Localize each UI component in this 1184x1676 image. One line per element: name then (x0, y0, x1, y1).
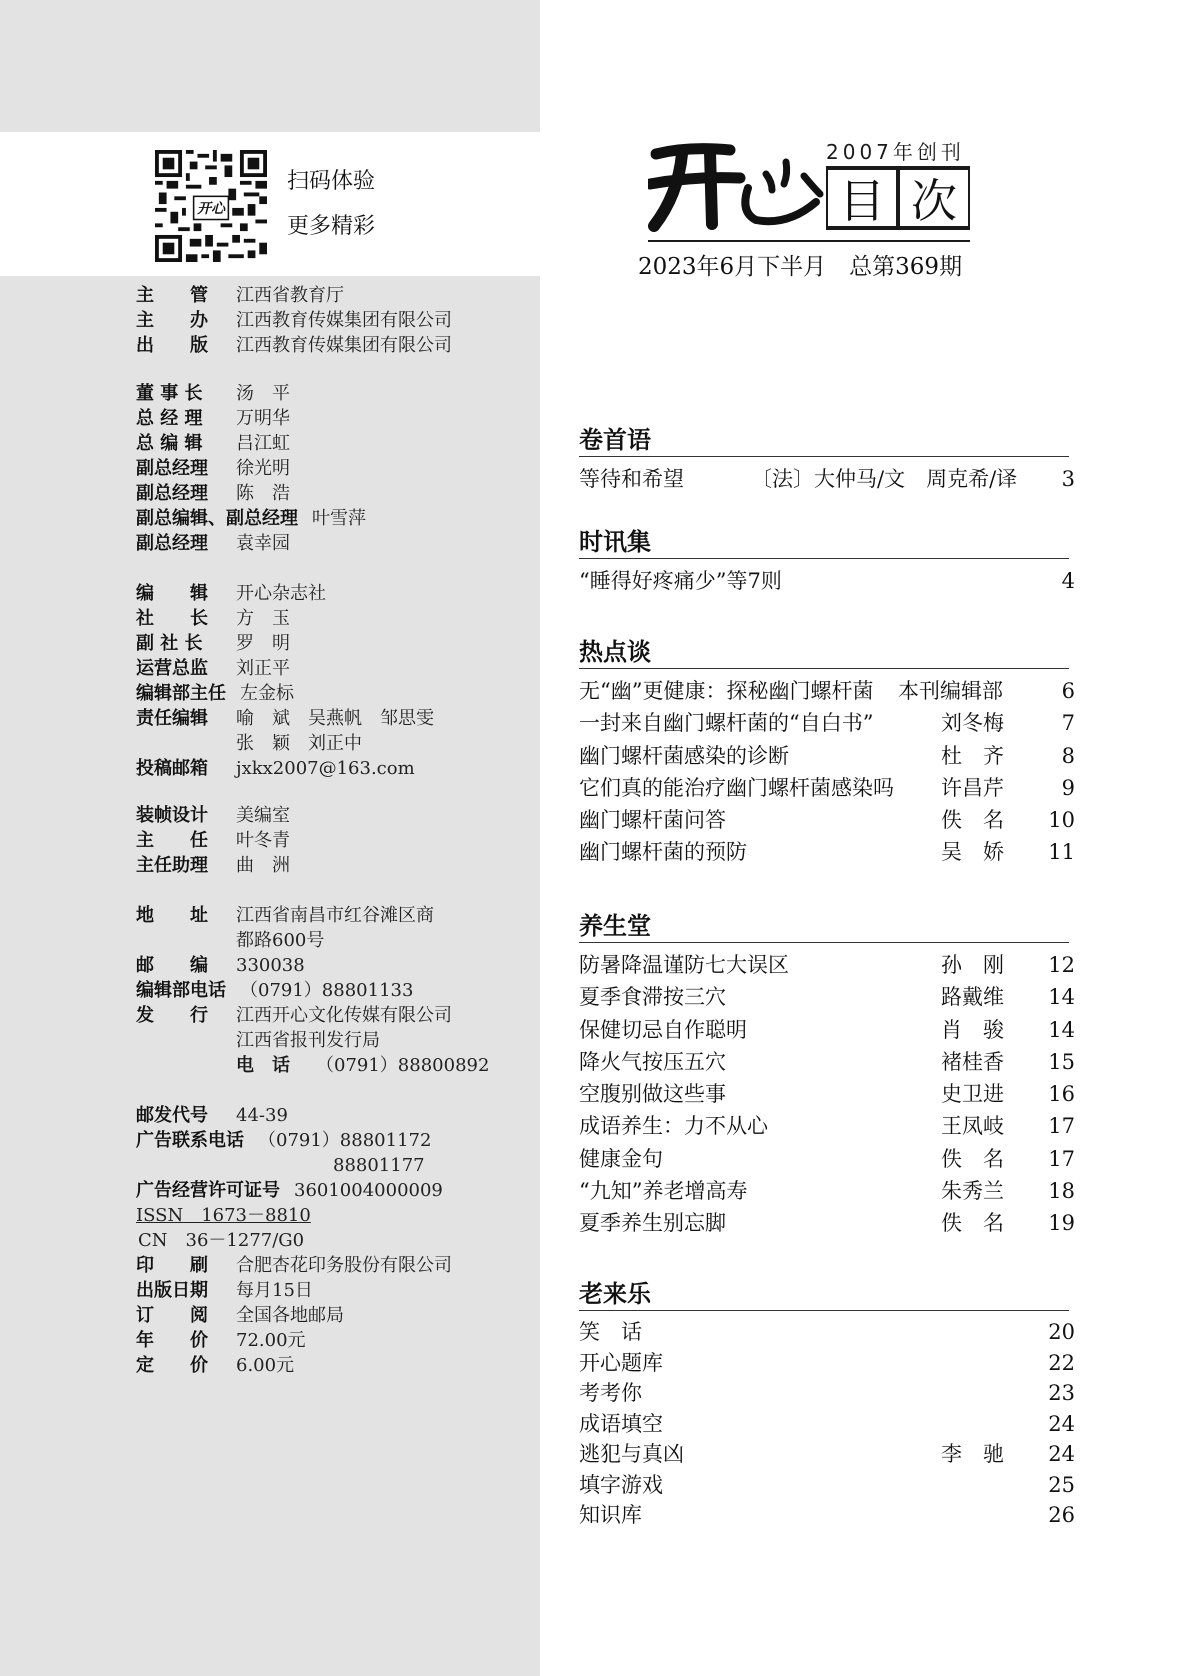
toc-entry[interactable] (579, 981, 1075, 1013)
info-row (136, 1028, 536, 1053)
entry-title: 开心题库 (579, 1350, 663, 1375)
info-row (136, 1128, 536, 1153)
info-label: 编辑部主任 (136, 683, 226, 704)
address-line2: 都路600号 (236, 930, 325, 951)
info-group-editorial (136, 581, 536, 781)
info-label: 主 任 (136, 830, 208, 851)
entry-title: 它们真的能治疗幽门螺杆菌感染吗 (579, 775, 894, 800)
section-title: 热点谈 (579, 638, 651, 666)
title-char-1: 目 (828, 170, 896, 226)
info-value: 6.00元 (236, 1355, 295, 1376)
entry-author: 佚 名 (941, 1211, 1004, 1236)
info-row (136, 481, 536, 506)
toc-section (579, 636, 1075, 869)
ad-license: 3601004000009 (294, 1180, 443, 1201)
info-value: 陈 浩 (236, 483, 290, 504)
entry-author: 路戴维 (941, 985, 1004, 1010)
section-rule (579, 668, 1069, 669)
info-row (136, 631, 536, 656)
entry-title: 成语填空 (579, 1411, 663, 1436)
info-label: 装帧设计 (136, 805, 208, 826)
entry-page: 23 (1048, 1381, 1075, 1405)
entry-title: “睡得好疼痛少”等7则 (579, 569, 782, 593)
entry-page: 20 (1048, 1320, 1075, 1344)
toc-entry[interactable] (579, 1439, 1075, 1470)
entry-page: 14 (1048, 985, 1075, 1010)
info-row (136, 1228, 536, 1253)
qr-code-icon[interactable] (155, 150, 267, 262)
info-group-design (136, 803, 536, 878)
info-label: 印 刷 (136, 1255, 208, 1276)
entry-author: 吴 娇 (941, 840, 1004, 865)
info-label: 主任助理 (136, 855, 208, 876)
info-group-management (136, 381, 536, 556)
info-row (136, 1303, 536, 1328)
info-row (136, 978, 536, 1003)
info-label: 副总经理 (136, 458, 208, 479)
info-label: 出 版 (136, 335, 208, 356)
info-label: 广告经营许可证号 (136, 1180, 280, 1201)
qr-center-text: 开心 (197, 200, 225, 217)
info-value: 万明华 (236, 408, 290, 429)
toc-entry[interactable] (579, 675, 1075, 707)
info-row (136, 531, 536, 556)
pub-phone: （0791）88800892 (316, 1055, 490, 1076)
entry-title: 健康金句 (579, 1146, 663, 1171)
entry-title: 保健切忌自作聪明 (579, 1017, 747, 1042)
toc-entry[interactable] (579, 836, 1075, 868)
info-label: 主 办 (136, 310, 208, 331)
info-row (136, 656, 536, 681)
info-label: 出版日期 (136, 1280, 208, 1301)
entry-author: 孙 刚 (941, 953, 1004, 977)
section-rule (579, 456, 1069, 457)
info-label: 责任编辑 (136, 708, 208, 729)
toc-section (579, 424, 1075, 495)
section-title: 时讯集 (579, 528, 651, 556)
entry-page: 6 (1061, 679, 1075, 703)
entry-page: 24 (1048, 1411, 1075, 1436)
info-label: 电 话 (236, 1055, 290, 1076)
section-title: 卷首语 (579, 426, 651, 454)
info-label: 编辑部电话 (136, 980, 226, 1001)
entry-page: 16 (1048, 1082, 1075, 1107)
toc-entry[interactable] (579, 1175, 1075, 1207)
toc-entry[interactable] (579, 1470, 1075, 1501)
info-value: 徐光明 (236, 458, 290, 479)
info-value: 吕江虹 (236, 433, 290, 454)
toc-entry[interactable] (579, 565, 1075, 597)
info-row (136, 853, 536, 878)
info-label: 定 价 (136, 1355, 208, 1376)
info-row (136, 1053, 536, 1078)
entry-page: 22 (1048, 1350, 1075, 1375)
info-row (136, 828, 536, 853)
toc-entry[interactable] (579, 1348, 1075, 1379)
issn: ISSN 1673－8810 (136, 1205, 311, 1226)
entry-author: 史卫进 (941, 1082, 1004, 1107)
entry-author: 李 驰 (941, 1442, 1004, 1466)
info-row (136, 283, 536, 308)
entry-page: 15 (1048, 1049, 1075, 1074)
info-row (136, 406, 536, 431)
section-title: 老来乐 (579, 1280, 651, 1308)
info-row (136, 1203, 536, 1228)
entry-author: 杜 齐 (941, 743, 1004, 768)
info-row (136, 1278, 536, 1303)
info-value: 张 颖 刘正中 (236, 733, 362, 754)
info-row (136, 756, 536, 781)
info-label: 副总经理 (136, 533, 208, 554)
section-rule (579, 942, 1069, 943)
info-label: 副总经理 (136, 483, 208, 504)
toc-entry[interactable] (579, 1046, 1075, 1078)
entry-page: 17 (1048, 1114, 1075, 1139)
info-row (136, 308, 536, 333)
entry-page: 11 (1048, 840, 1075, 865)
entry-author: 肖 骏 (941, 1017, 1004, 1042)
toc-entry[interactable] (579, 1078, 1075, 1110)
info-label: 地 址 (136, 905, 208, 926)
info-label: 社 长 (136, 608, 208, 629)
entry-title: 笑 话 (579, 1320, 642, 1344)
info-row (136, 681, 536, 706)
masthead-divider (648, 240, 970, 242)
toc-entry[interactable] (579, 1143, 1075, 1175)
entry-title: 降火气按压五穴 (579, 1049, 726, 1074)
entry-author: 许昌芹 (941, 775, 1004, 800)
entry-title: 幽门螺杆菌问答 (579, 808, 726, 833)
info-row (136, 953, 536, 978)
info-label: 投稿邮箱 (136, 758, 208, 779)
info-value: 左金标 (240, 683, 294, 704)
info-value: 罗 明 (236, 633, 290, 654)
section-title: 养生堂 (579, 912, 651, 940)
cn-number: CN 36－1277/G0 (138, 1230, 305, 1251)
toc-entry[interactable] (579, 1110, 1075, 1142)
qr-caption-line1: 扫码体验 (287, 169, 376, 194)
entry-page: 18 (1048, 1179, 1075, 1204)
entry-page: 19 (1048, 1211, 1075, 1236)
info-value: 刘正平 (236, 658, 290, 679)
entry-title: 夏季食滞按三穴 (579, 985, 726, 1010)
toc-entry[interactable] (579, 772, 1075, 804)
postcode: 330038 (236, 955, 305, 976)
info-value: 江西省教育厅 (236, 285, 344, 306)
entry-title: 填字游戏 (579, 1472, 663, 1497)
info-row (136, 1103, 536, 1128)
ad-phone-1: （0791）88801172 (258, 1130, 432, 1151)
info-row (136, 706, 536, 731)
info-label: 邮 编 (136, 955, 208, 976)
editorial-phone: （0791）88801133 (240, 980, 414, 1001)
toc-entry[interactable] (579, 1317, 1075, 1348)
info-row (136, 456, 536, 481)
toc-entry[interactable] (579, 1409, 1075, 1440)
toc-entry[interactable] (579, 1014, 1075, 1046)
entry-title: 等待和希望 (579, 467, 684, 491)
info-label: 编 辑 (136, 583, 208, 604)
entry-title: 一封来自幽门螺杆菌的“自白书” (579, 711, 874, 736)
toc-entry[interactable] (579, 463, 1075, 495)
info-row (136, 506, 536, 531)
info-label: 副总编辑、副总经理 (136, 508, 298, 529)
entry-page: 9 (1061, 775, 1075, 800)
founded-year: 2007年创刊 (826, 140, 965, 164)
info-value: 开心杂志社 (236, 583, 326, 604)
toc-section (579, 910, 1075, 1240)
info-row (136, 1178, 536, 1203)
section-rule (579, 1310, 1069, 1311)
info-row (136, 431, 536, 456)
toc-entry[interactable] (579, 1378, 1075, 1409)
info-row (136, 381, 536, 406)
info-row (136, 1153, 536, 1178)
entry-page: 14 (1048, 1017, 1075, 1042)
info-label: 运营总监 (136, 658, 208, 679)
title-char-2: 次 (900, 170, 968, 226)
contents-title-box (826, 166, 970, 230)
info-label: 广告联系电话 (136, 1130, 244, 1151)
entry-author: 王凤岐 (941, 1114, 1004, 1139)
info-row (136, 1253, 536, 1278)
entry-author: 佚 名 (941, 1146, 1004, 1171)
info-row (136, 731, 536, 756)
entry-title: 无“幽”更健康：探秘幽门螺杆菌 (579, 679, 874, 703)
entry-title: 知识库 (579, 1503, 642, 1527)
toc-entry[interactable] (579, 707, 1075, 739)
entry-title: 幽门螺杆菌的预防 (579, 840, 747, 865)
entry-author: 褚桂香 (941, 1049, 1004, 1074)
info-group-registration (136, 1103, 536, 1378)
entry-page: 12 (1048, 953, 1075, 977)
entry-page: 3 (1061, 467, 1075, 491)
info-value: 叶冬青 (236, 830, 290, 851)
info-value: 72.00元 (236, 1330, 306, 1351)
info-row (136, 333, 536, 358)
info-row (136, 606, 536, 631)
entry-title: 夏季养生别忘脚 (579, 1211, 726, 1236)
info-value: 喻 斌 吴燕帆 邹思雯 (236, 708, 434, 729)
ad-phone-2: 88801177 (333, 1155, 425, 1176)
info-label: 年 价 (136, 1330, 208, 1351)
info-value: 江西教育传媒集团有限公司 (236, 310, 452, 331)
info-label: 邮发代号 (136, 1105, 208, 1126)
info-row (136, 1003, 536, 1028)
entry-page: 7 (1061, 711, 1075, 736)
entry-title: 考考你 (579, 1381, 642, 1405)
entry-title: 空腹别做这些事 (579, 1082, 726, 1107)
toc-entry[interactable] (579, 804, 1075, 836)
toc-entry[interactable] (579, 740, 1075, 772)
info-label: 订 阅 (136, 1305, 208, 1326)
info-label: 副 社 长 (136, 633, 203, 654)
entry-page: 8 (1061, 743, 1075, 768)
entry-author: 佚 名 (941, 808, 1004, 833)
entry-author: 本刊编辑部 (898, 679, 1003, 703)
toc-entry[interactable] (579, 949, 1075, 981)
publisher-line1: 江西开心文化传媒有限公司 (236, 1005, 452, 1026)
entry-page: 10 (1048, 808, 1075, 833)
info-row (136, 903, 536, 928)
entry-page: 26 (1048, 1503, 1075, 1527)
entry-title: 幽门螺杆菌感染的诊断 (579, 743, 789, 768)
entry-title: 防暑降温谨防七大误区 (579, 953, 789, 977)
email-link[interactable]: jxkx2007@163.com (236, 758, 415, 779)
entry-page: 25 (1048, 1472, 1075, 1497)
address-line1: 江西省南昌市红谷滩区商 (236, 905, 434, 926)
toc-section (579, 526, 1075, 597)
section-rule (579, 558, 1069, 559)
info-value: 曲 洲 (236, 855, 290, 876)
info-value: 汤 平 (236, 383, 290, 404)
info-value: 每月15日 (236, 1280, 313, 1301)
entry-title: “九知”养老增高寿 (579, 1179, 748, 1204)
entry-author: 朱秀兰 (941, 1179, 1004, 1204)
info-value: 全国各地邮局 (236, 1305, 344, 1326)
info-row (136, 928, 536, 953)
postal-code: 44-39 (236, 1105, 288, 1126)
info-group-contact (136, 903, 536, 1078)
pub-phone-row (236, 1053, 489, 1078)
info-value: 方 玉 (236, 608, 290, 629)
info-label: 主 管 (136, 285, 208, 306)
info-value: 合肥杏花印务股份有限公司 (236, 1255, 452, 1276)
entry-author: 〔法〕大仲马/文 周克希/译 (751, 467, 1018, 491)
toc-entry[interactable] (579, 1500, 1075, 1531)
entry-page: 4 (1061, 569, 1075, 593)
kaixin-logo (648, 140, 824, 235)
info-value: 袁幸园 (236, 533, 290, 554)
info-label: 总 编 辑 (136, 433, 203, 454)
info-row (136, 581, 536, 606)
issue-date: 2023年6月下半月 总第369期 (638, 254, 963, 280)
toc-section (579, 1278, 1075, 1531)
info-value: 江西教育传媒集团有限公司 (236, 335, 452, 356)
entry-author: 刘冬梅 (941, 711, 1004, 736)
info-label: 董 事 长 (136, 383, 203, 404)
entry-page: 24 (1048, 1442, 1075, 1466)
info-label: 总 经 理 (136, 408, 203, 429)
info-row (136, 1353, 536, 1378)
qr-caption-line2: 更多精彩 (287, 214, 376, 239)
info-row (136, 1328, 536, 1353)
info-value: 叶雪萍 (312, 508, 366, 529)
info-row (136, 803, 536, 828)
info-value: 美编室 (236, 805, 290, 826)
entry-title: 逃犯与真凶 (579, 1442, 684, 1466)
publisher-line2: 江西省报刊发行局 (236, 1030, 380, 1051)
toc-entry[interactable] (579, 1207, 1075, 1239)
qr-band (0, 132, 540, 276)
entry-title: 成语养生：力不从心 (579, 1114, 768, 1139)
info-group-sponsors (136, 283, 536, 358)
entry-page: 17 (1048, 1146, 1075, 1171)
info-label: 发 行 (136, 1005, 208, 1026)
